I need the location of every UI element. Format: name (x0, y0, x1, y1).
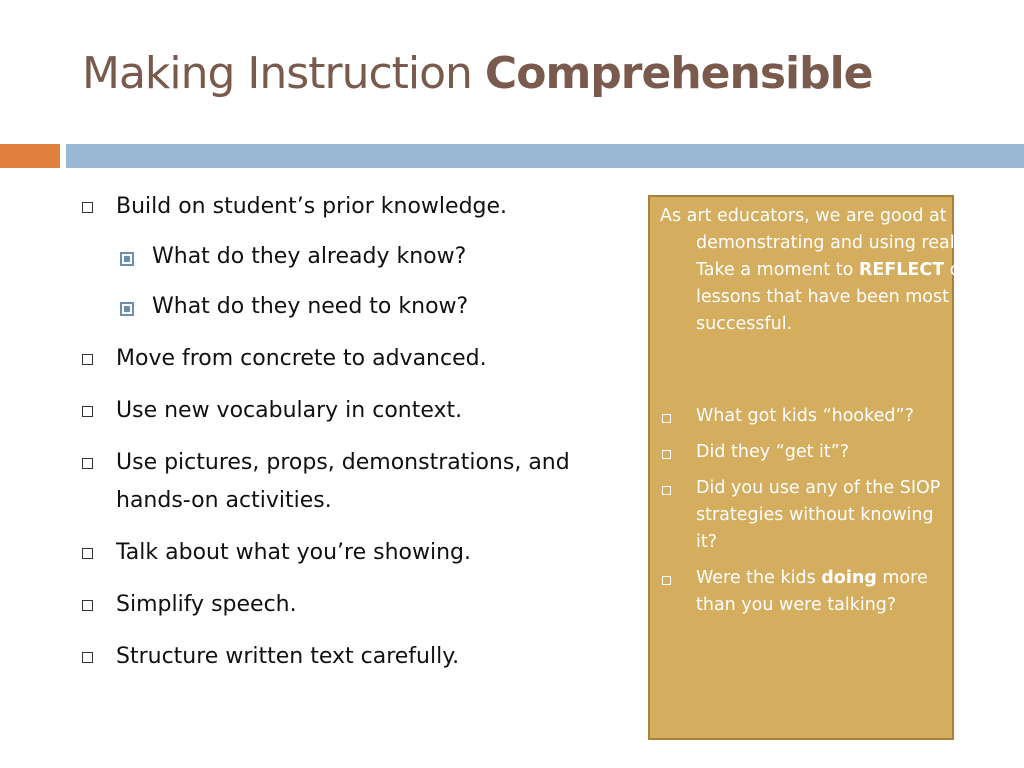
question-bold: doing (821, 568, 877, 588)
sub-bullet-list (116, 238, 622, 326)
bullet-item (82, 188, 622, 326)
square-bullet-icon (82, 548, 93, 559)
title-bold: Comprehensible (484, 48, 873, 99)
square-bullet-icon (662, 576, 671, 585)
bullet-item (82, 586, 622, 624)
bullet-item (82, 444, 622, 520)
square-bullet-icon (662, 486, 671, 495)
accent-bar-blue (66, 144, 1024, 168)
filled-square-bullet-icon (120, 252, 134, 266)
square-bullet-icon (82, 600, 93, 611)
square-bullet-icon (82, 458, 93, 469)
question-item (660, 475, 946, 556)
reflection-questions (660, 403, 946, 628)
accent-bar-orange (0, 144, 60, 168)
question-text: What got kids “hooked”? (696, 406, 914, 426)
question-item (660, 403, 946, 430)
question-text-end: more than you were talking? (696, 568, 928, 615)
bullet-text: Simplify speech. (116, 592, 297, 617)
bullet-item (82, 392, 622, 430)
bullet-item (82, 534, 622, 572)
square-bullet-icon (82, 202, 93, 213)
intro-text-end: on lessons that have been most successful. (696, 260, 972, 334)
question-item (660, 439, 946, 466)
question-text: Did they “get it”? (696, 442, 850, 462)
sub-bullet-item (116, 288, 622, 326)
main-bullet-list (82, 188, 622, 690)
question-text: Did you use any of the SIOP strategies without knowing it? (696, 478, 941, 552)
sub-bullet-text: What do they already know? (152, 244, 467, 269)
question-item (660, 565, 946, 619)
bullet-text: Build on student’s prior knowledge. (116, 194, 508, 219)
title-regular: Making Instruction (82, 48, 485, 99)
square-bullet-icon (82, 354, 93, 365)
slide-title (82, 48, 873, 101)
square-bullet-icon (662, 414, 671, 423)
bullet-text: Structure written text carefully. (116, 644, 460, 669)
bullet-text: Move from concrete to advanced. (116, 346, 487, 371)
bullet-text: Use pictures, props, demonstrations, and hands-on activities. (116, 450, 570, 513)
sub-bullet-text: What do they need to know? (152, 294, 469, 319)
bullet-item (82, 638, 622, 676)
bullet-item (82, 340, 622, 378)
square-bullet-icon (82, 406, 93, 417)
question-text: Were the kids (696, 568, 822, 588)
reflection-box (648, 195, 976, 740)
intro-text: As art educators, we are good at demonstrating and using realia. Take a moment to (660, 206, 976, 280)
bullet-text: Use new vocabulary in context. (116, 398, 463, 423)
sub-bullet-item (116, 238, 622, 276)
square-bullet-icon (662, 450, 671, 459)
intro-bold: REFLECT (858, 260, 945, 280)
bullet-text: Talk about what you’re showing. (116, 540, 472, 565)
reflection-intro (660, 203, 982, 338)
filled-square-bullet-icon (120, 302, 134, 316)
square-bullet-icon (82, 652, 93, 663)
